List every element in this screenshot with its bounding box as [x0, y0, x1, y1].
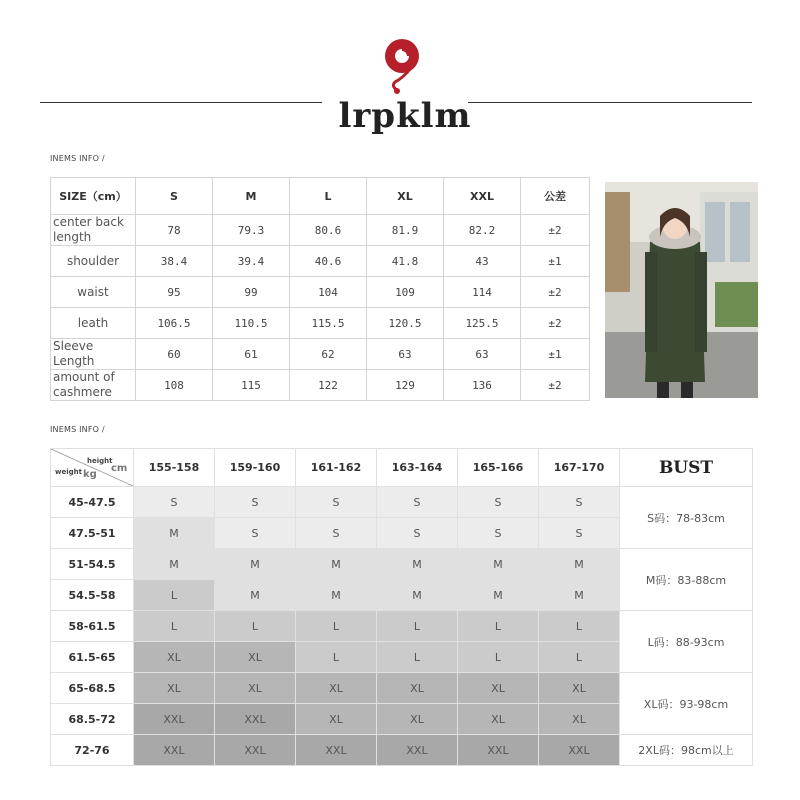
table-row	[51, 308, 590, 339]
cell: 38.4	[136, 246, 213, 277]
weight-range: 65-68.5	[51, 673, 134, 704]
cell: 79.3	[213, 215, 290, 246]
weight-range: 68.5-72	[51, 704, 134, 735]
height-col: 165-166	[458, 449, 539, 487]
size-cell: XXL	[134, 704, 215, 735]
cell: 136	[444, 370, 521, 401]
cell: 95	[136, 277, 213, 308]
size-cell: S	[377, 518, 458, 549]
bust-range: S码：78-83cm	[620, 487, 753, 549]
cell: 60	[136, 339, 213, 370]
size-cell: M	[377, 580, 458, 611]
rec-info-label: INEMS INFO /	[50, 425, 105, 434]
brand-logo-icon	[381, 36, 423, 98]
size-cell: M	[458, 580, 539, 611]
table-row	[51, 215, 590, 246]
header-rule-left	[40, 102, 322, 103]
size-cell: S	[215, 487, 296, 518]
size-cell: XL	[377, 673, 458, 704]
size-cell: S	[377, 487, 458, 518]
cell: 115	[213, 370, 290, 401]
table-row	[51, 339, 590, 370]
corner-height-label: height	[87, 457, 113, 465]
cell: 99	[213, 277, 290, 308]
table-row	[51, 277, 590, 308]
cell: ±1	[521, 246, 590, 277]
size-cell: XL	[458, 704, 539, 735]
cell: ±2	[521, 277, 590, 308]
size-cell: XL	[458, 673, 539, 704]
weight-range: 51-54.5	[51, 549, 134, 580]
weight-range: 72-76	[51, 735, 134, 766]
size-cell: L	[539, 611, 620, 642]
size-cell: XL	[215, 642, 296, 673]
size-cell: M	[296, 549, 377, 580]
size-cell: XXL	[296, 735, 377, 766]
size-cell: S	[215, 518, 296, 549]
cell: 61	[213, 339, 290, 370]
cell: 114	[444, 277, 521, 308]
size-cell: L	[134, 580, 215, 611]
size-cell: L	[134, 611, 215, 642]
cell: 80.6	[290, 215, 367, 246]
cell: 109	[367, 277, 444, 308]
size-col-l: L	[290, 178, 367, 215]
cell: ±2	[521, 308, 590, 339]
size-cell: S	[134, 487, 215, 518]
cell: 62	[290, 339, 367, 370]
size-cell: L	[296, 642, 377, 673]
row-label: waist	[51, 277, 136, 308]
weight-range: 61.5-65	[51, 642, 134, 673]
table-row	[51, 673, 753, 704]
weight-range: 45-47.5	[51, 487, 134, 518]
size-cell: XL	[377, 704, 458, 735]
product-photo	[605, 182, 758, 398]
height-col: 163-164	[377, 449, 458, 487]
size-table	[50, 177, 590, 401]
size-col-s: S	[136, 178, 213, 215]
size-header-label: SIZE（cm）	[51, 178, 136, 215]
table-row	[51, 549, 753, 580]
size-col-xl: XL	[367, 178, 444, 215]
cell: 122	[290, 370, 367, 401]
brand-name: lrpklm	[338, 96, 472, 136]
size-cell: XL	[134, 642, 215, 673]
corner-kg-label: kg	[83, 469, 97, 480]
size-cell: M	[215, 580, 296, 611]
size-cell: M	[134, 518, 215, 549]
cell: 110.5	[213, 308, 290, 339]
size-cell: M	[296, 580, 377, 611]
table-row	[51, 370, 590, 401]
bust-header	[620, 449, 753, 487]
rec-header-row	[51, 449, 753, 487]
size-cell: S	[539, 518, 620, 549]
cell: ±2	[521, 370, 590, 401]
size-cell: XXL	[377, 735, 458, 766]
weight-range: 54.5-58	[51, 580, 134, 611]
size-cell: L	[215, 611, 296, 642]
size-cell: S	[458, 487, 539, 518]
cell: 104	[290, 277, 367, 308]
cell: 43	[444, 246, 521, 277]
size-cell: XL	[296, 673, 377, 704]
size-cell: S	[458, 518, 539, 549]
cell: 39.4	[213, 246, 290, 277]
size-cell: M	[539, 549, 620, 580]
size-cell: XL	[134, 673, 215, 704]
cell: ±1	[521, 339, 590, 370]
height-col: 159-160	[215, 449, 296, 487]
cell: 63	[367, 339, 444, 370]
cell: 63	[444, 339, 521, 370]
weight-range: 47.5-51	[51, 518, 134, 549]
size-cell: XL	[296, 704, 377, 735]
header-rule-right	[468, 102, 752, 103]
size-cell: S	[296, 487, 377, 518]
row-label: shoulder	[51, 246, 136, 277]
size-cell: L	[539, 642, 620, 673]
cell: 120.5	[367, 308, 444, 339]
table-row	[51, 246, 590, 277]
size-cell: XXL	[458, 735, 539, 766]
size-table-header	[51, 178, 590, 215]
size-cell: L	[458, 642, 539, 673]
cell: ±2	[521, 215, 590, 246]
corner-cm-label: cm	[111, 463, 128, 474]
row-label: Sleeve Length	[51, 339, 136, 370]
row-label: leath	[51, 308, 136, 339]
size-cell: XXL	[215, 735, 296, 766]
size-cell: XXL	[134, 735, 215, 766]
size-cell: L	[377, 642, 458, 673]
table-row	[51, 611, 753, 642]
size-cell: XXL	[539, 735, 620, 766]
bust-title: BUST	[658, 457, 714, 478]
size-cell: M	[215, 549, 296, 580]
bust-range: M码：83-88cm	[620, 549, 753, 611]
size-cell: S	[296, 518, 377, 549]
row-label: amount of cashmere	[51, 370, 136, 401]
cell: 125.5	[444, 308, 521, 339]
cell: 106.5	[136, 308, 213, 339]
cell: 129	[367, 370, 444, 401]
bust-range: XL码：93-98cm	[620, 673, 753, 735]
size-cell: L	[377, 611, 458, 642]
cell: 82.2	[444, 215, 521, 246]
size-cell: M	[539, 580, 620, 611]
size-cell: M	[458, 549, 539, 580]
size-cell: M	[134, 549, 215, 580]
size-cell: XXL	[215, 704, 296, 735]
size-cell: S	[539, 487, 620, 518]
size-col-m: M	[213, 178, 290, 215]
size-cell: XL	[539, 673, 620, 704]
cell: 40.6	[290, 246, 367, 277]
height-weight-corner	[51, 449, 134, 487]
height-col: 167-170	[539, 449, 620, 487]
table-row	[51, 735, 753, 766]
cell: 108	[136, 370, 213, 401]
height-col: 155-158	[134, 449, 215, 487]
size-cell: M	[377, 549, 458, 580]
size-info-label: INEMS INFO /	[50, 154, 105, 163]
cell: 81.9	[367, 215, 444, 246]
size-cell: XL	[539, 704, 620, 735]
size-col-tolerance: 公差	[521, 178, 590, 215]
cell: 115.5	[290, 308, 367, 339]
size-cell: L	[296, 611, 377, 642]
height-col: 161-162	[296, 449, 377, 487]
bust-range: L码：88-93cm	[620, 611, 753, 673]
weight-range: 58-61.5	[51, 611, 134, 642]
size-cell: XL	[215, 673, 296, 704]
row-label: center back length	[51, 215, 136, 246]
cell: 41.8	[367, 246, 444, 277]
size-cell: L	[458, 611, 539, 642]
size-col-xxl: XXL	[444, 178, 521, 215]
table-row	[51, 487, 753, 518]
cell: 78	[136, 215, 213, 246]
size-recommendation-table	[50, 448, 753, 766]
bust-range: 2XL码：98cm以上	[620, 735, 753, 766]
corner-weight-label: weight	[55, 468, 82, 476]
